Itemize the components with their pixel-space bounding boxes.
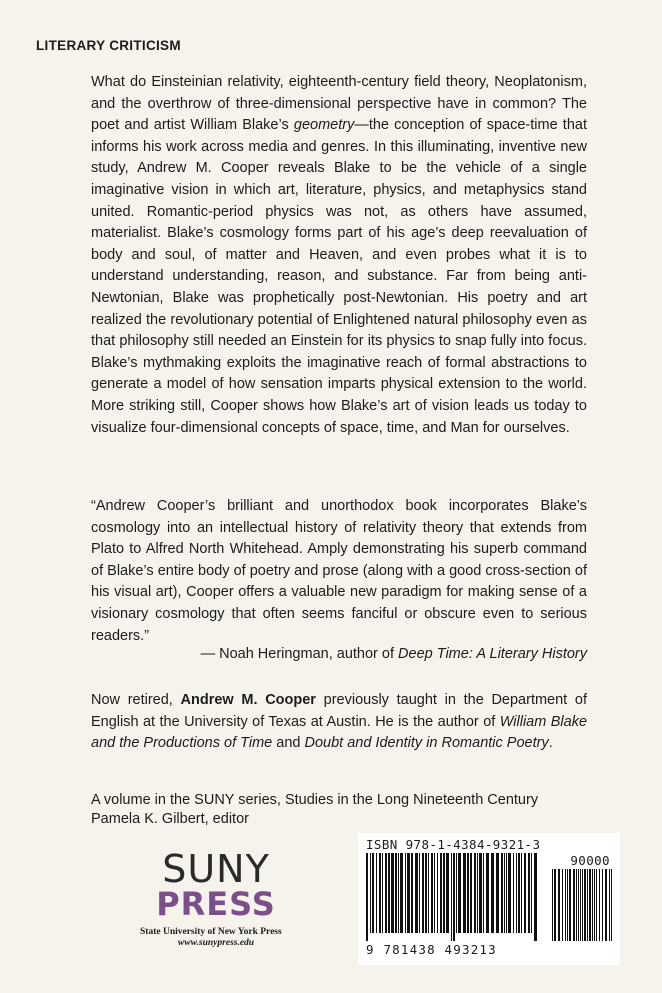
series-editor: Pamela K. Gilbert, editor (91, 811, 249, 827)
bio-pre: Now retired, (91, 692, 181, 708)
bio-mid: previously taught in the Department of English at the University of Texas at Austin. He is the author of (91, 692, 587, 730)
description-text-1: What do Einsteinian relativity, eighteenth-century field theory, Neoplatonism, and the overthrow of three-dimensional perspective have in common? The poet and artist William Blake’s (91, 74, 587, 134)
isbn-barcode (358, 833, 620, 965)
isbn-label: ISBN 978-1-4384-9321-3 (366, 837, 541, 852)
category-label: LITERARY CRITICISM (36, 38, 181, 53)
logo-word-press: PRESS (156, 885, 276, 923)
description-text-2: —the conception of space-time that informs his work across media and genres. In this illuminating, inventive new study, Andrew M. Cooper reveals Blake to be the vehicle of a single imaginative vision in which art, literature, physics, and metaphysics stand united. Romantic-period physics was not, as others have assumed, materialist. Blake’s cosmology forms part of his age’s deep reevaluation of body and soul, of matter and Heaven, and even probes what it is to understand understanding, reason, and substance. Far from being anti-Newtonian, Blake was prophetically post-Newtonian. His poetry and art realized the revolutionary potential of Enlightened natural philosophy even as that philosophy still needed an Einstein for its physics to snap fully into focus. Blake’s mythmaking exploits the imaginative reach of formal abstractions to generate a model of how sensation imparts physical extension to the world. More striking still, Cooper shows how Blake’s art of vision leads us today to visualize four-dimensional concepts of space, time, and Man for ourselves. (91, 117, 587, 436)
bio-book-1: William Blake and the Productions of Time (91, 713, 588, 752)
series-line-1: A volume in the SUNY series, Studies in the Long Nineteenth Century (91, 792, 539, 808)
description-italic: geometry (293, 117, 355, 134)
book-description (91, 72, 587, 439)
barcode-digits: 9 781438 493213 (366, 942, 497, 957)
author-name: Andrew M. Cooper (180, 692, 316, 708)
bio-and: and (272, 735, 305, 752)
attribution-prefix: — Noah Heringman, author of (200, 646, 399, 662)
publisher-name: State University of New York Press (140, 927, 282, 937)
publisher-logo (140, 847, 282, 948)
series-info (91, 791, 538, 829)
attribution-title: Deep Time: A Literary History (398, 646, 587, 662)
publisher-url: www.sunypress.edu (177, 938, 255, 948)
bio-book-2: Doubt and Identity in Romantic Poetry (304, 735, 549, 752)
author-bio (91, 690, 587, 755)
bio-end: . (548, 735, 553, 752)
endorsement-quote: “Andrew Cooper’s brilliant and unorthodox book incorporates Blake’s cosmology into an intellectual history of relativity theory that extends from Plato to Alfred North Whitehead. Amply demonstrating his superb command of Blake’s entire body of poetry and prose (along with a good cross-section of his visual art), Cooper offers a valuable new paradigm for making sense of a visionary cosmology that often seems fanciful or obscure even to serious readers.” (91, 498, 587, 644)
endorsement-attribution (201, 646, 587, 662)
logo-word-suny: SUNY (162, 847, 270, 891)
barcode-addon-number: 90000 (570, 853, 610, 868)
barcode-bars (366, 853, 614, 941)
